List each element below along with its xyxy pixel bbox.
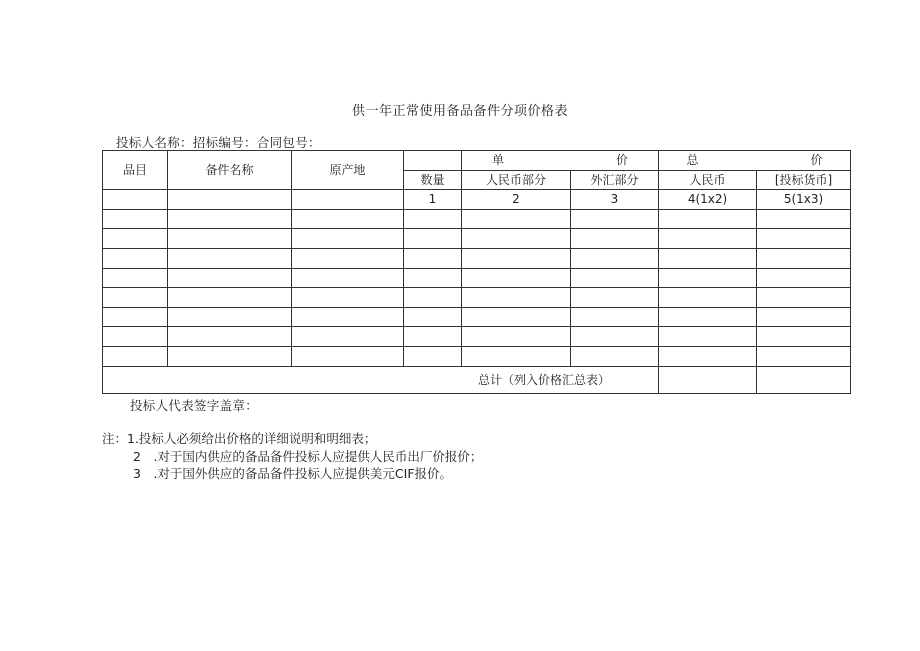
col-num-fx: 3: [571, 190, 659, 210]
table-cell: [404, 209, 462, 229]
table-cell: [103, 307, 168, 327]
table-cell: [103, 229, 168, 249]
total-label: 总计（列入价格汇总表）: [103, 366, 659, 393]
table-cell: [571, 288, 659, 308]
table-cell: [103, 209, 168, 229]
header-unit-fx: 外汇部分: [571, 170, 659, 190]
signature-line: 投标人代表签字盖章：: [130, 398, 259, 413]
table-cell: [462, 209, 571, 229]
unit-price-char-2: 价: [615, 153, 628, 168]
col-num-total-bid: 5(1x3): [757, 190, 851, 210]
table-cell: [404, 346, 462, 366]
table-cell: [292, 288, 404, 308]
table-cell: [462, 346, 571, 366]
table-row: [103, 209, 851, 229]
table-cell: [659, 327, 757, 347]
table-cell: [659, 209, 757, 229]
table-cell: [168, 209, 292, 229]
table-cell: [757, 307, 851, 327]
document-title: 供一年正常使用备品备件分项价格表: [351, 104, 568, 119]
header-unit-rmb: 人民币部分: [462, 170, 571, 190]
table-cell: [571, 229, 659, 249]
table-cell: [103, 248, 168, 268]
table-row: [103, 307, 851, 327]
total-row: [103, 366, 851, 393]
table-cell: [292, 209, 404, 229]
table-cell: [103, 268, 168, 288]
table-row: [103, 327, 851, 347]
header-qty-spacer: [404, 151, 462, 171]
table-cell: [659, 229, 757, 249]
table-cell: [404, 248, 462, 268]
table-cell: [571, 268, 659, 288]
unit-price-char-1: 单: [492, 153, 505, 168]
table-cell: [404, 327, 462, 347]
table-cell: [168, 229, 292, 249]
table-cell: [292, 307, 404, 327]
col-num-rmb: 2: [462, 190, 571, 210]
table-cell: [168, 346, 292, 366]
col-num-total-rmb: 4(1x2): [659, 190, 757, 210]
table-cell: [571, 248, 659, 268]
table-cell: [659, 248, 757, 268]
table-cell: [757, 327, 851, 347]
note-2: 2 .对于国内供应的备品备件投标人应提供人民币出厂价报价；: [133, 448, 483, 464]
table-cell: [462, 327, 571, 347]
table-cell: [292, 229, 404, 249]
table-cell: [757, 346, 851, 366]
price-breakdown-table: [102, 150, 851, 394]
table-row: [103, 248, 851, 268]
table-row: [103, 268, 851, 288]
table-cell: [462, 307, 571, 327]
header-total-rmb: 人民币: [659, 170, 757, 190]
table-cell: [757, 229, 851, 249]
header-qty: 数量: [404, 170, 462, 190]
table-cell: [462, 288, 571, 308]
table-cell: [168, 268, 292, 288]
header-unit-price: [462, 151, 659, 171]
table-cell: [404, 288, 462, 308]
table-cell: [103, 327, 168, 347]
header-item: 品目: [103, 151, 168, 190]
table-cell: [659, 346, 757, 366]
table-cell: [757, 248, 851, 268]
table-cell: [462, 268, 571, 288]
table-cell: [757, 209, 851, 229]
table-cell: [168, 288, 292, 308]
table-cell: [292, 327, 404, 347]
table-cell: [462, 229, 571, 249]
col-num-qty: 1: [404, 190, 462, 210]
total-price-char-2: 价: [810, 153, 823, 168]
table-cell: [404, 307, 462, 327]
header-row-1: [103, 151, 851, 171]
table-row: [103, 288, 851, 308]
header-part-name: 备件名称: [168, 151, 292, 190]
table-cell: [571, 327, 659, 347]
table-cell: [168, 327, 292, 347]
total-price-char-1: 总: [686, 153, 699, 168]
table-cell: [757, 268, 851, 288]
table-cell: [659, 288, 757, 308]
bidder-info-line: 投标人名称：招标编号：合同包号：: [116, 135, 321, 150]
column-number-row: [103, 190, 851, 210]
table-cell: [571, 209, 659, 229]
table-cell: [103, 346, 168, 366]
table-cell: [103, 288, 168, 308]
table-cell: [571, 307, 659, 327]
total-bid-cell: [757, 366, 851, 393]
table-cell: [404, 268, 462, 288]
table-cell: [292, 248, 404, 268]
note-1: 注：1.投标人必须给出价格的详细说明和明细表；: [102, 431, 377, 446]
notes-block: [102, 430, 482, 483]
table-cell: [168, 307, 292, 327]
table-cell: [292, 268, 404, 288]
table-cell: [404, 229, 462, 249]
table-row: [103, 229, 851, 249]
header-total-bid-currency: [投标货币]: [757, 170, 851, 190]
note-3: 3 .对于国外供应的备品备件投标人应提供美元CIF报价。: [133, 466, 453, 481]
table-cell: [757, 288, 851, 308]
table-row: [103, 346, 851, 366]
table-cell: [659, 268, 757, 288]
table-cell: [292, 346, 404, 366]
table-cell: [571, 346, 659, 366]
header-origin: 原产地: [292, 151, 404, 190]
table-cell: [659, 307, 757, 327]
total-rmb-cell: [659, 366, 757, 393]
header-total-price: [659, 151, 851, 171]
table-cell: [168, 248, 292, 268]
table-cell: [462, 248, 571, 268]
